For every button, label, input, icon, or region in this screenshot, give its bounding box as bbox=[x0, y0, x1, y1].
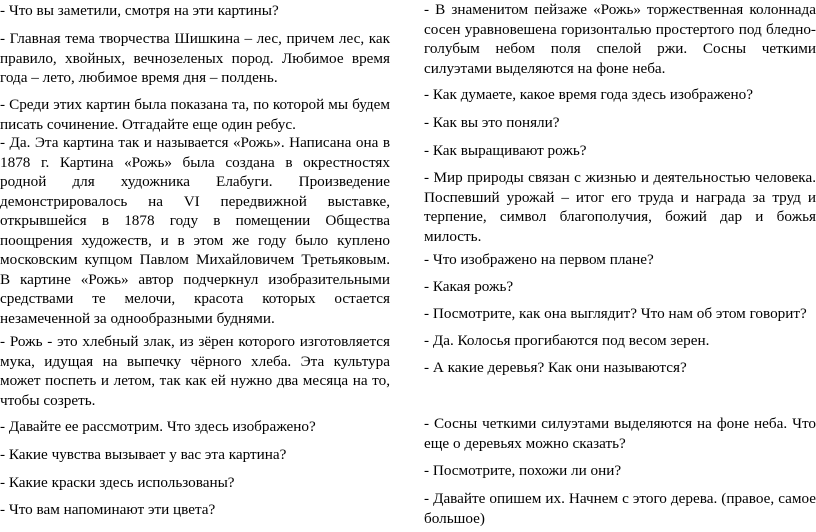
paragraph: - Мир природы связан с жизнью и деятельностью человека. Поспевший урожай – итог его труда и награда за труд и терпение, символ благополучия, божий дар и божья милость. bbox=[424, 169, 816, 245]
paragraph: - Главная тема творчества Шишкина – лес, причем лес, как правило, хвойных, вечнозеленых пород. Любимое время года – лето, любимое время дня – полдень. bbox=[0, 30, 390, 86]
paragraph: - Давайте ее рассмотрим. Что здесь изображено? bbox=[0, 418, 316, 435]
paragraph: - Как выращивают рожь? bbox=[424, 142, 587, 159]
paragraph: - Как вы это поняли? bbox=[424, 114, 560, 131]
paragraph: - Какие краски здесь использованы? bbox=[0, 474, 235, 491]
paragraph: - Что вы заметили, смотря на эти картины? bbox=[0, 2, 279, 19]
paragraph: - Рожь - это хлебный злак, из зёрен которого изготовляется мука, идущая на выпечку чёрного хлеба. Эта культура может поспеть и летом, так как ей нужно два месяца на то, чтобы созреть. bbox=[0, 333, 390, 409]
paragraph: - Посмотрите, как она выглядит? Что нам об этом говорит? bbox=[424, 305, 807, 322]
paragraph: - Сосны четкими силуэтами выделяются на фоне неба. Что еще о деревьях можно сказать? bbox=[424, 415, 816, 452]
paragraph: - Что изображено на первом плане? bbox=[424, 251, 654, 268]
paragraph: - Среди этих картин была показана та, по которой мы будем писать сочинение. Отгадайте еще один ребус. bbox=[0, 96, 390, 133]
paragraph: - Какие чувства вызывает у вас эта картина? bbox=[0, 446, 287, 463]
paragraph: - Какая рожь? bbox=[424, 278, 514, 295]
paragraph: - В знаменитом пейзаже «Рожь» торжественная колоннада сосен уравновешена горизонталью простертого под бледно-голубым небом поля спелой ржи. Сосны четкими силуэтами выделяются на фоне неба. bbox=[424, 1, 816, 77]
paragraph: - Да. Эта картина так и называется «Рожь». Написана она в 1878 г. Картина «Рожь» была создана в окрестностях родной для художника Елабуги. Произведение демонстрировалось на VI передвижной выставке, открывшейся в 1878 году в помещении Общества поощрения художеств, и в этом же году было куплено московским купцом Павлом Михайловичем Третьяковым. В картине «Рожь» автор подчеркнул изобразительными средствами те мелочи, красота которых остается незамеченной за однообразными буднями. bbox=[0, 134, 390, 327]
paragraph: - Посмотрите, похожи ли они? bbox=[424, 462, 622, 479]
paragraph: - Что вам напоминают эти цвета? bbox=[0, 501, 216, 518]
paragraph: - Как думаете, какое время года здесь изображено? bbox=[424, 86, 753, 103]
paragraph: - Да. Колосья прогибаются под весом зерен. bbox=[424, 332, 710, 349]
paragraph: - Давайте опишем их. Начнем с этого дерева. (правое, самое большое) bbox=[424, 490, 816, 527]
paragraph: - А какие деревья? Как они называются? bbox=[424, 359, 687, 376]
